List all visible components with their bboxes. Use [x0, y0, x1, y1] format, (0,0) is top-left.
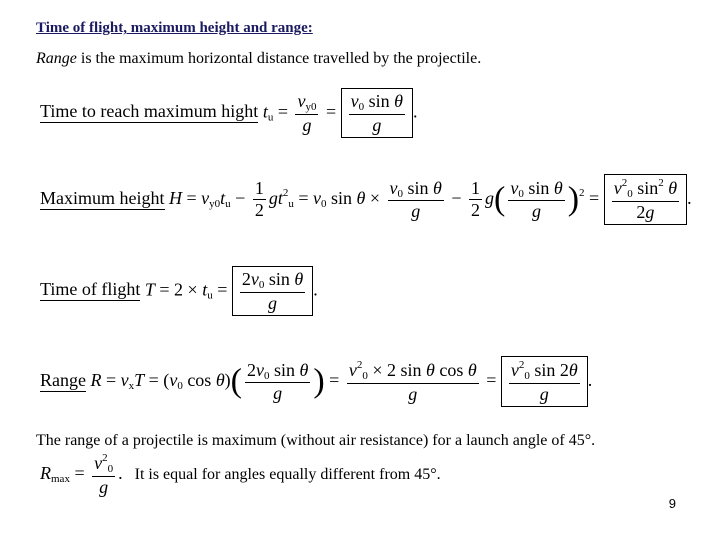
equation-label: Time of flight — [40, 279, 141, 300]
range-definition-text: is the maximum horizontal distance travelled by the projectile. — [76, 50, 482, 67]
note-equal-angles: It is equal for angles equally different from 45°. — [134, 465, 441, 483]
page-number: 9 — [668, 496, 676, 511]
equation-time-to-max: Time to reach maximum hight $t_u$ = $\frac{v_{y0}}{g}$ = $\frac{v_0 \sin \theta}{g}$ . — [40, 88, 418, 138]
equation-max-height: Maximum height $H = v_{y0}t_u$ − $\frac{1}{2}$ $gt^2_u = v_0$ sin θ × $\frac{v_0 \sin \theta}{g}$ − $\frac{1}{2}$ g( $\frac{v_0 \sin \theta}{g}$ )$^2$ = $\frac{v^2_0 \sin^2 \theta}{2g}$ . — [40, 174, 692, 225]
equation-label: Maximum height — [40, 187, 165, 208]
note-max-range: The range of a projectile is maximum (without air resistance) for a launch angle of 45°. — [36, 432, 596, 449]
range-definition — [36, 50, 481, 68]
rmax-formula: $R_{max}$ = $\frac{v^2_0}{g}$ . It is equal for angles equally different from 45°. — [40, 452, 441, 497]
equation-label: Time to reach maximum hight — [40, 101, 259, 122]
range-term: Range — [36, 50, 77, 67]
equation-range: Range $R = v_xT = (v_0$ cos θ)( $\frac{2v_0 \sin \theta}{g}$ ) = $\frac{v^2_0 \times 2 \sin \theta \cos \theta}{g}$ = $\frac{v^2_0 \sin 2\theta}{g}$ . — [40, 356, 592, 407]
equation-time-of-flight: Time of flight $T = 2 \times t_u$ = $\frac{2v_0 \sin \theta}{g}$ . — [40, 266, 318, 316]
equation-label: Range — [40, 369, 86, 390]
slide-title: Time of flight, maximum height and range: — [36, 20, 313, 36]
